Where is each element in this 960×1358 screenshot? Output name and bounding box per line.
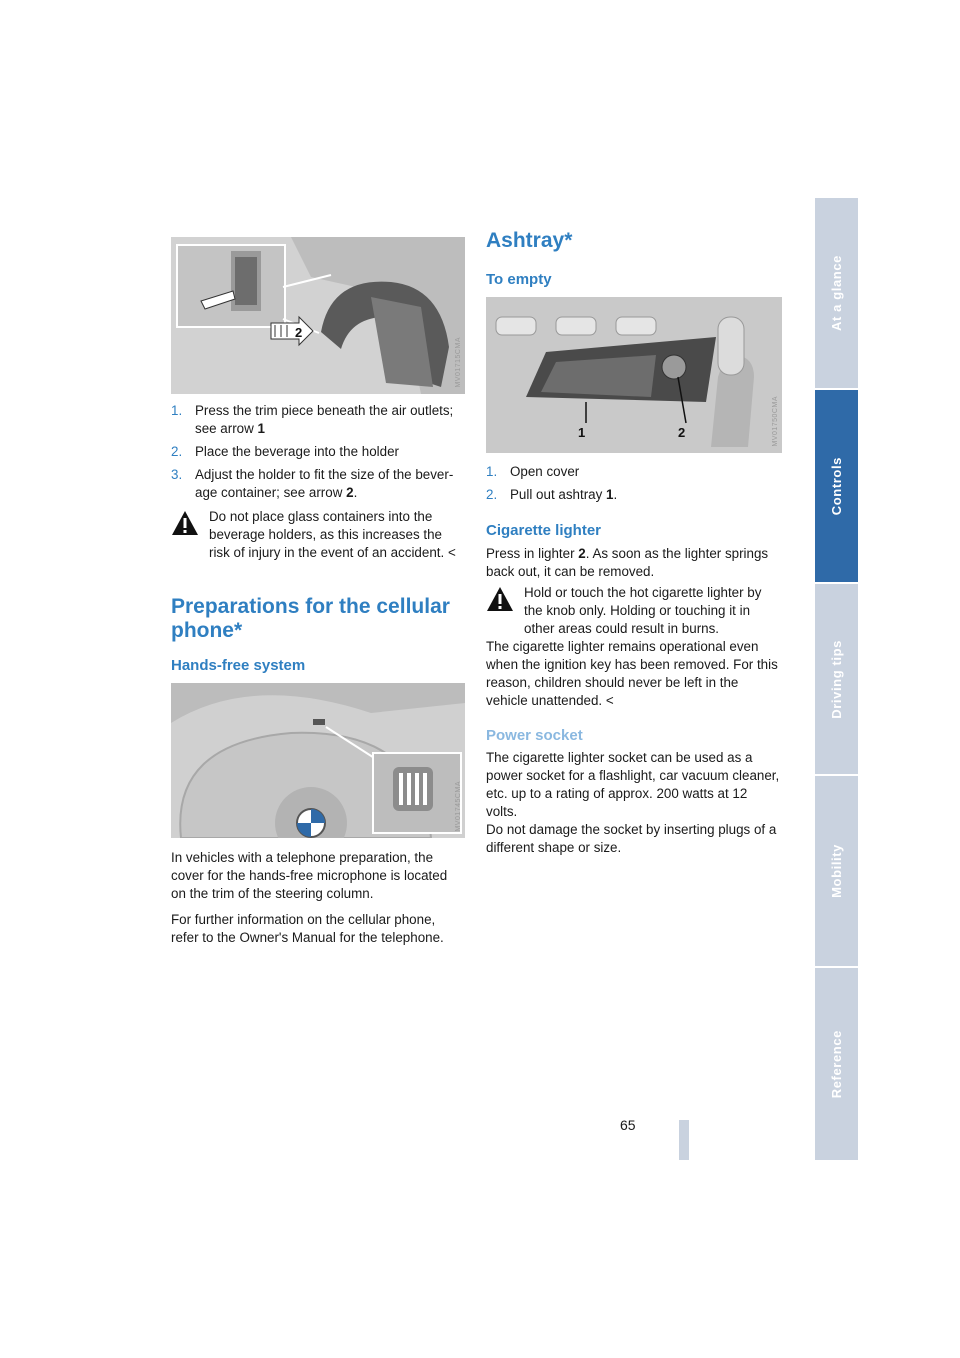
- tab-driving-tips[interactable]: Driving tips: [815, 584, 858, 776]
- lighter-warning: [486, 584, 782, 710]
- chapter-tabs: [815, 198, 858, 1160]
- figure-code: MV01745CMA: [455, 781, 462, 832]
- hands-free-heading: Hands-free system: [171, 657, 306, 674]
- lighter-paragraph: Press in lighter 2. As soon as the lighter springs back out, it can be removed.: [486, 546, 769, 579]
- cigarette-lighter-heading: Cigarette lighter: [486, 522, 602, 539]
- step-number: 3.: [171, 467, 183, 482]
- warning-icon: [171, 510, 199, 536]
- lighter-text: [486, 545, 782, 581]
- page-number-bar: [679, 1120, 689, 1160]
- cellular-paragraph-1: In vehicles with a telephone preparation, the cover for the hands-free microphone is located on the trim of the steering column.: [171, 850, 448, 901]
- ashtray-illustration: [486, 297, 782, 453]
- figure-callout-2: 2: [295, 325, 303, 340]
- tab-mobility[interactable]: Mobility: [815, 776, 858, 968]
- beverage-holder-illustration: [171, 237, 465, 394]
- step-item: [171, 402, 465, 438]
- step-ref: 1: [257, 421, 265, 436]
- step-item: [486, 463, 782, 481]
- warning-text: Hold or touch the hot cigarette lighter by the knob only. Holding or touching it in other areas could result in burns.: [524, 585, 762, 636]
- socket-paragraph-2: Do not damage the socket by inserting plugs of a different shape or size.: [486, 822, 777, 855]
- socket-paragraph-1: The cigarette lighter socket can be used as a power socket for a flashlight, car vacuum cleaner, etc. up to a rating of approx. 200 watts at 12 volts.: [486, 750, 780, 819]
- step-text: Place the beverage into the holder: [195, 444, 399, 459]
- ashtray-figure: [486, 297, 782, 453]
- tab-reference[interactable]: Reference: [815, 968, 858, 1162]
- figure-callout-1: 1: [578, 425, 586, 440]
- figure-code: MV01715CMA: [455, 337, 462, 388]
- step-number: 2.: [486, 487, 498, 502]
- beverage-steps: [171, 402, 465, 507]
- beverage-holder-figure: [171, 237, 465, 394]
- step-number: 2.: [171, 444, 183, 459]
- step-ref: 1: [606, 487, 614, 502]
- warning-text: Do not place glass containers into the beverage holders, as this increases the risk of injury in the event of an accident. <: [209, 509, 456, 560]
- step-text: Press the trim piece beneath the air outlets; see arrow: [195, 403, 454, 436]
- tab-at-a-glance[interactable]: At a glance: [815, 198, 858, 390]
- step-text: Adjust the holder to fit the size of the bever-age container; see arrow: [195, 467, 454, 500]
- ashtray-steps: [486, 463, 782, 509]
- page-number: 65: [620, 1117, 636, 1133]
- socket-text: [486, 749, 782, 857]
- steering-column-illustration: [171, 683, 465, 838]
- figure-callout-2: 2: [678, 425, 686, 440]
- cellular-paragraph-2: For further information on the cellular phone, refer to the Owner's Manual for the telephone.: [171, 912, 444, 945]
- warning-icon: [486, 586, 514, 612]
- step-item: [486, 486, 782, 504]
- warning-text-continued: The cigarette lighter remains operational even when the ignition key has been removed. For this reason, children should never be left in the vehicle unattended. <: [486, 639, 778, 708]
- step-text: Open cover: [510, 464, 580, 479]
- beverage-warning: [171, 508, 465, 562]
- tab-controls[interactable]: Controls: [815, 390, 858, 584]
- hands-free-figure: [171, 683, 465, 838]
- step-number: 1.: [486, 464, 498, 479]
- step-number: 1.: [171, 403, 183, 418]
- figure-code: MV01750CMA: [772, 396, 779, 447]
- step-item: [171, 443, 465, 461]
- cellular-text: [171, 849, 465, 947]
- ashtray-title: Ashtray*: [486, 229, 573, 252]
- to-empty-heading: To empty: [486, 271, 552, 288]
- step-text: Pull out ashtray: [510, 487, 607, 502]
- step-ref: 2: [346, 485, 354, 500]
- cellular-section-title: Preparations for the cellular phone*: [171, 595, 450, 642]
- step-item: [171, 466, 465, 502]
- step-tail: .: [353, 485, 358, 500]
- power-socket-heading: Power socket: [486, 727, 583, 744]
- step-tail: .: [613, 487, 618, 502]
